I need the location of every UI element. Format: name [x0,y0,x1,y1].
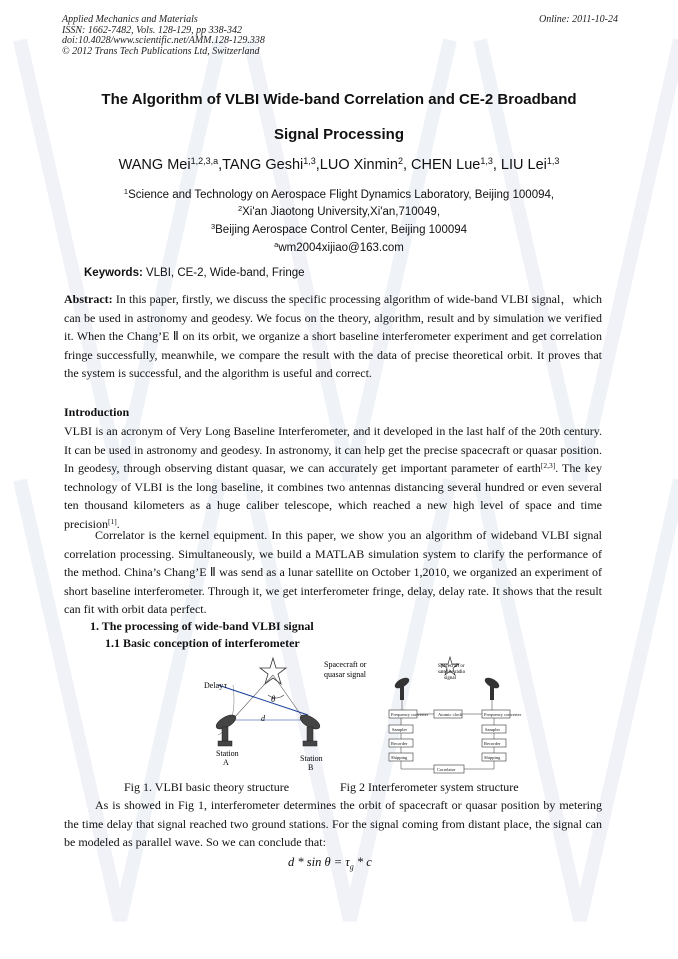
equation-subscript: g [349,862,354,872]
author-name: LIU Lei [500,157,547,173]
wavefront-line [218,685,308,715]
equation-rhs: * c [353,855,372,869]
abstract-label: Abstract: [64,292,113,306]
keywords-label: Keywords: [84,267,143,279]
paper-title-line-1: The Algorithm of VLBI Wide-band Correlation and CE-2 Broadband [101,91,577,108]
author-name: TANG Geshi [222,157,304,173]
author-name: CHEN Lue [411,157,481,173]
author-affil-sup: 1,3 [546,156,560,166]
introduction-heading: Introduction [64,405,130,419]
station-b-label-2: B [308,763,314,772]
figure-2-caption: Fig 2 Interferometer system structure [340,780,519,794]
source-label-3: signal [444,676,456,681]
author-separator: , [218,157,223,173]
author-separator: , [315,157,320,173]
author-list [30,157,648,173]
abstract [64,290,602,383]
right-sampler-label: Sampler [485,727,500,732]
left-recorder-label: Recorder [391,741,408,746]
antenna-b-icon [298,712,322,746]
author-separator: , [402,157,412,173]
author-name: LUO Xinmin [319,157,398,173]
source-label-1: Spacecraft or [438,664,465,669]
correlator-label: Correlator [437,767,456,772]
author-email [40,242,638,254]
author-affil-sup: 2 [397,156,403,166]
clock-label: Atomic clock [438,712,463,717]
intro-text: . [116,516,120,531]
antenna-left-icon [393,676,411,700]
affiliation-2 [40,206,638,218]
theta-label: θ [271,694,276,704]
affiliation-sup: 1 [123,187,129,196]
station-b-label-1: Station [300,754,323,763]
star-icon [260,658,286,684]
author-affil-sup: 1,2,3,a [190,156,219,166]
affiliation-sup: a [274,240,279,249]
left-sampler-label: Sampler [392,727,407,732]
affiliation-3 [40,224,638,236]
author-separator: , [492,157,501,173]
left-freq-label: Frequency converter [391,712,429,717]
equation-tau: τ [345,855,350,869]
affiliation-1 [40,189,638,201]
right-shipping-label: Shipping [484,755,501,760]
right-freq-label: Frequency converter [484,712,522,717]
doi: doi:10.4028/www.scientific.net/AMM.128-129.338 [62,35,265,47]
journal-name: Applied Mechanics and Materials [62,14,198,25]
journal-header [62,15,618,57]
keywords-text: VLBI, CE-2, Wide-band, Fringe [142,267,305,279]
abstract-text: In this paper, firstly, we discuss the specific processing algorithm of wide-band VLBI signal，which can be used in astronomy and geodesy. We focus on the theory, algorithm, result and by simulation we verified it. When the Chang’E Ⅱ on its orbit, we organize a short baseline interferometer experiment and get correlation fringe successfully, meanwhile, we compare the result with the data of precise theoretical orbit. It proves that the system is successful, and the algorithm is useful and correct. [64,292,602,381]
tau-label: τ [224,681,228,690]
paper-title-line-2: Signal Processing [273,126,405,143]
figure-1-diagram [198,655,368,775]
author-name: WANG Mei [118,157,191,173]
station-a-label-2: A [223,758,229,767]
section-1-heading: 1. The processing of wide-band VLBI signal [90,619,314,633]
citation: [2,3] [540,461,556,471]
figure-2-diagram [388,655,522,777]
source-label-1: Spacecraft or [324,660,367,669]
intro-text: . The key technology of VLBI is the long baseline, it combines two antennas distancing several hundred or even several ten thousand kilometers as a huge caliber telescope, which reached a new high level of space and time precision [64,461,603,531]
online-date: Online: 2011-10-24 [539,14,618,25]
copyright: © 2012 Trans Tech Publications Ltd, Switzerland [62,45,260,57]
station-a-label-1: Station [216,749,239,758]
affiliation-text: Science and Technology on Aerospace Flight Dynamics Laboratory, Beijing 100094, [128,189,555,201]
intro-paragraph-1 [64,422,602,534]
body-paragraph: As is showed in Fig 1, interferometer determines the orbit of spacecraft or quasar position by metering the time delay that signal reached two ground stations. For the signal coming from distant place, the signal can be modeled as parallel wave. So we can conclude that: [64,798,602,850]
source-label-2: satellite radio [438,670,466,675]
equation-lhs: d * sin θ = [288,855,346,869]
author-affil-sup: 1,3 [303,156,316,166]
delay-label: Delay [204,681,224,690]
affiliation-sup: 3 [210,222,216,231]
author-affil-sup: 1,3 [480,156,493,166]
citation: [1] [108,516,117,526]
issn: ISSN: 1662-7482, Vols. 128-129, pp 338-342 [62,24,242,36]
left-shipping-label: Shipping [391,755,408,760]
right-recorder-label: Recorder [484,741,501,746]
email-text: wm2004xijiao@163.com [278,242,404,254]
antenna-a-icon [214,712,238,746]
intro-paragraph-2: Correlator is the kernel equipment. In this paper, we show you an algorithm of wideband VLBI signal correlation processing. Simultaneously, we build a MATLAB simulation system to clarify the performance of the method. China’s Chang’E Ⅱ was send as a lunar satellite on October 1,2010, we organized an experiment of short baseline interferometer. Through it, we get interferometer fringe, delay, delay rate. It shows that the result can fit with orbit data perfect. [64,528,602,617]
intro-text: VLBI is an acronym of Very Long Baseline Interferometer, and it developed in the last half of the 20th century. It can be used in astronomy and geodesy. In astronomy, it can help get the precise spacecraft or quasar position. In geodesy, through observing distant quasar, we can accurately get important parameter of earth [64,424,602,476]
source-label-2: quasar signal [324,670,366,679]
d-label: d [261,714,265,723]
keywords [84,267,305,279]
affiliation-text: Beijing Aerospace Control Center, Beijing 100094 [215,224,468,236]
equation [288,855,372,872]
affiliation-text: Xi'an Jiaotong University,Xi'an,710049, [242,206,441,218]
subsection-1-1-heading: 1.1 Basic conception of interferometer [105,636,300,650]
antenna-right-icon [483,676,501,700]
figure-1-caption: Fig 1. VLBI basic theory structure [124,780,290,794]
affiliation-sup: 2 [237,204,243,213]
